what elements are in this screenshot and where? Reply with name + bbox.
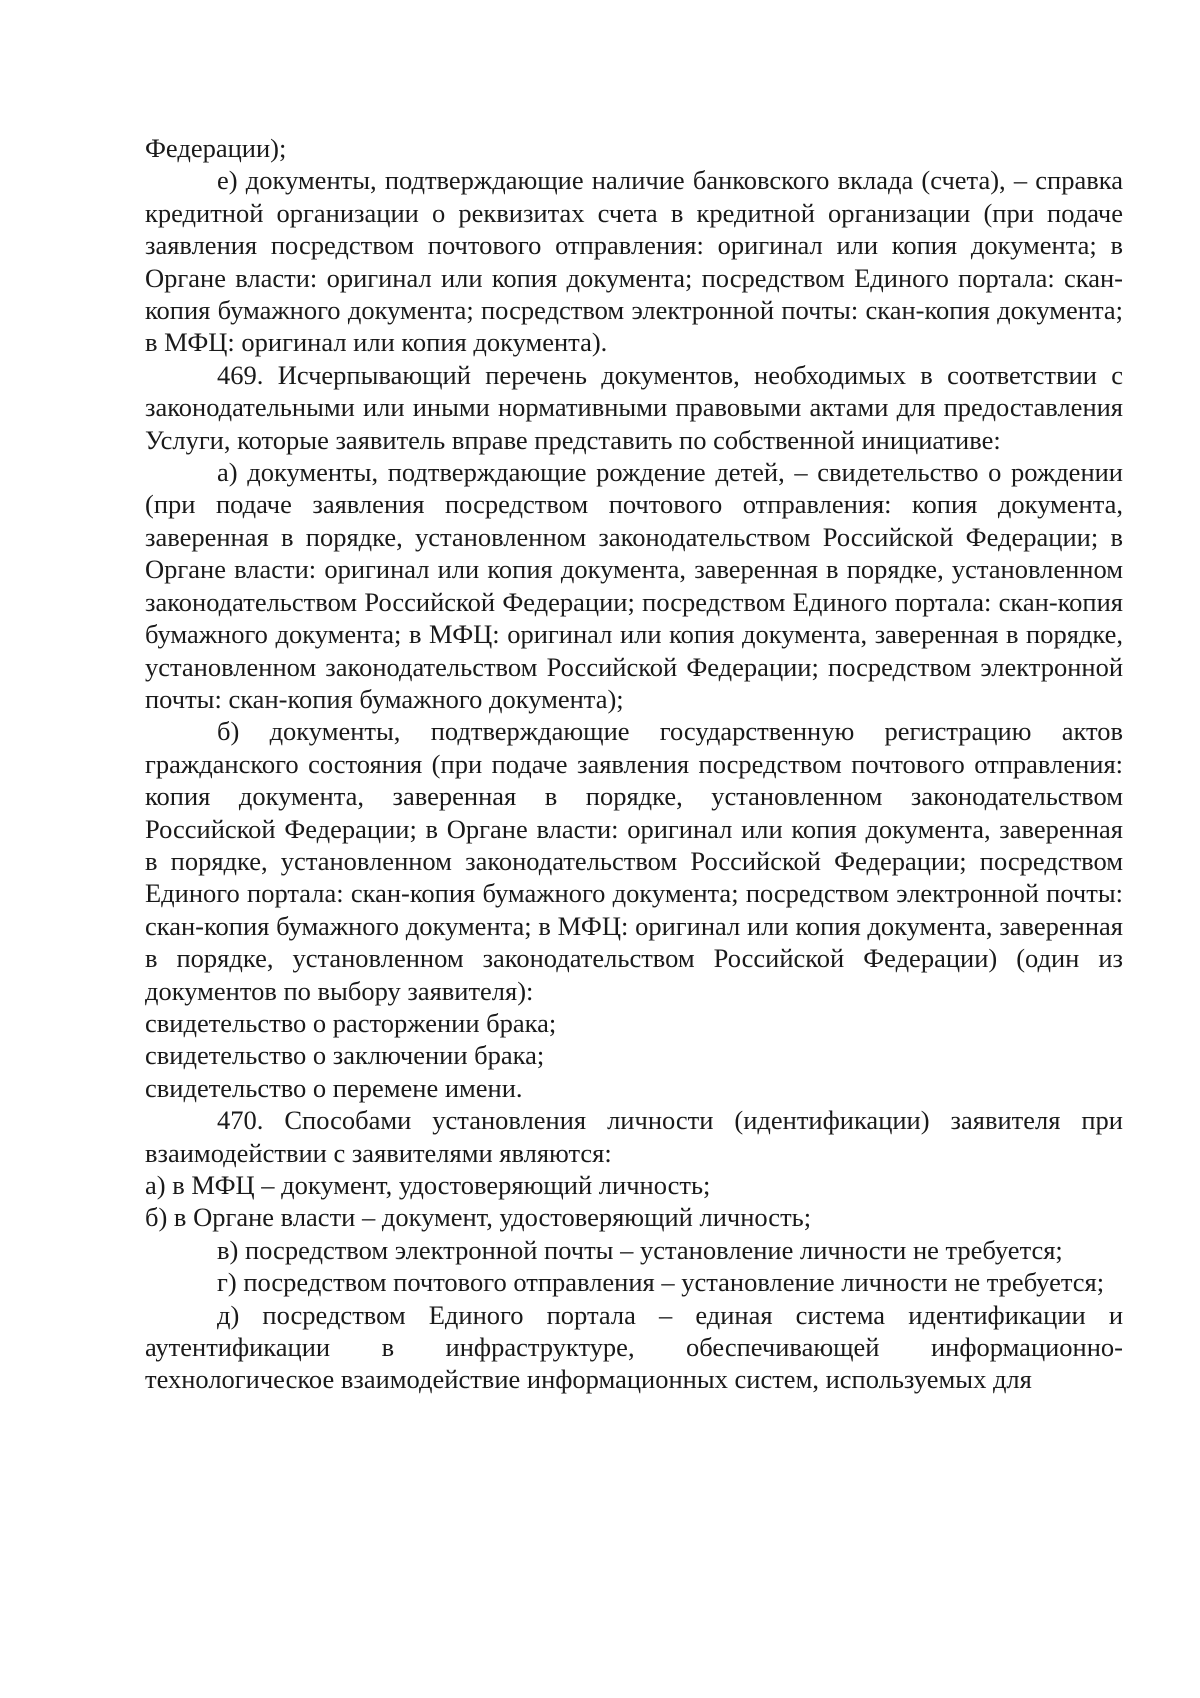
paragraph-469-document-list: 469. Исчерпывающий перечень документов, необходимых в соответствии с законодательными или иными нормативными правовыми актами для предоставления Услуги, которые заявитель вправе представить по собственной инициативе: bbox=[145, 359, 1123, 455]
paragraph-federation-end: Федерации); bbox=[145, 133, 287, 163]
paragraph-d-unified-portal: д) посредством Единого портала – единая система идентификации и аутентификации в инфраструктуре, обеспечивающей информационно-технологическое взаимодействие информационных систем, используемых для bbox=[145, 1299, 1123, 1395]
list-item-a-mfc: а) в МФЦ – документ, удостоверяющий личность; bbox=[145, 1170, 711, 1200]
list-item-marriage-certificate: свидетельство о заключении брака; bbox=[145, 1040, 545, 1071]
list-item-name-change-certificate: свидетельство о перемене имени. bbox=[145, 1072, 523, 1103]
paragraph-e-bank-documents: е) документы, подтверждающие наличие банковского вклада (счета), – справка кредитной организации о реквизитах счета в кредитной организации (при подаче заявления посредством почтового отправления: оригинал или копия документа; в Органе власти: оригинал или копия документа; посредством Единого портала: скан-копия бумажного документа; посредством электронной почты: скан-копия документа; в МФЦ: оригинал или копия документа). bbox=[145, 165, 1123, 358]
paragraph-470-identification: 470. Способами установления личности (идентификации) заявителя при взаимодействии с заявителями являются: bbox=[145, 1105, 1123, 1168]
document-page bbox=[145, 132, 1123, 1396]
paragraph-v-email: в) посредством электронной почты – установление личности не требуется; bbox=[217, 1234, 1063, 1265]
paragraph-b-civil-registration: б) документы, подтверждающие государственную регистрацию актов гражданского состояния (при подаче заявления посредством почтового отправления: копия документа, заверенная в порядке, установленном законодательством Российской Федерации; в Органе власти: оригинал или копия документа, заверенная в порядке, установленном законодательством Российской Федерации; посредством Единого портала: скан-копия бумажного документа; посредством электронной почты: скан-копия бумажного документа; в МФЦ: оригинал или копия документа, заверенная в порядке, установленном законодательством Российской Федерации) (один из документов по выбору заявителя): bbox=[145, 716, 1123, 1006]
paragraph-g-postal: г) посредством почтового отправления – установление личности не требуется; bbox=[217, 1267, 1105, 1298]
list-item-divorce-certificate: свидетельство о расторжении брака; bbox=[145, 1007, 557, 1038]
list-item-b-authority: б) в Органе власти – документ, удостоверяющий личность; bbox=[145, 1202, 812, 1233]
paragraph-a-birth-documents: а) документы, подтверждающие рождение детей, – свидетельство о рождении (при подаче заявления посредством почтового отправления: копия документа, заверенная в порядке, установленном законодательством Российской Федерации; в Органе власти: оригинал или копия документа, заверенная в порядке, установленном законодательством Российской Федерации; посредством Единого портала: скан-копия бумажного документа; в МФЦ: оригинал или копия документа, заверенная в порядке, установленном законодательством Российской Федерации; посредством электронной почты: скан-копия бумажного документа); bbox=[145, 457, 1123, 714]
